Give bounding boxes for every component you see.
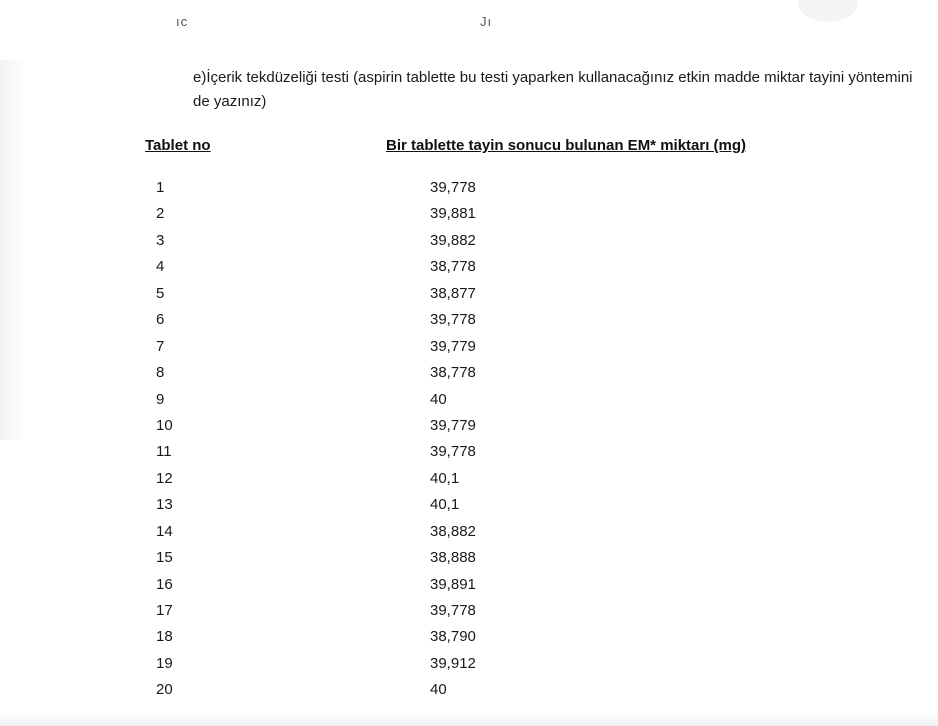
tablet-number: 17 [156,602,173,619]
table-row [0,493,938,519]
tablet-number: 9 [156,390,165,408]
table-row [0,255,938,281]
scan-bottom-edge [0,712,938,726]
data-table [0,176,938,705]
amount-value: 39,779 [430,337,476,355]
tablet-number: 11 [156,443,172,461]
table-row [0,308,938,334]
amount-value: 38,790 [430,628,476,646]
column-header-amount: Bir tablette tayin sonucu bulunan EM* miktarı (mg) [386,137,747,154]
tablet-number: 5 [156,284,165,302]
column-header-tablet-no: Tablet no [145,137,211,154]
amount-value: 38,888 [430,549,476,567]
amount-value: 39,891 [430,575,476,593]
amount-value: 38,778 [430,258,476,276]
tablet-number: 6 [156,311,165,329]
tablet-number: 4 [156,258,165,276]
tablet-number: 7 [156,337,165,355]
amount-value: 39,882 [430,231,476,249]
tablet-number: 1 [156,179,165,196]
amount-value: 39,778 [430,443,476,461]
table-row [0,520,938,546]
table-row [0,546,938,572]
amount-value: 38,877 [430,284,476,302]
tablet-number: 2 [156,205,165,223]
table-row [0,388,938,414]
amount-value: 40 [430,390,447,408]
table-row [0,440,938,466]
tablet-number: 12 [156,469,173,487]
question-text: e)İçerik tekdüzeliği testi (aspirin tablette bu testi yaparken kullanacağınız etkin madde miktar tayini yöntemini de yazınız) [193,69,913,110]
tablet-number: 14 [156,522,173,540]
cropped-text-right: Jı [480,14,493,29]
amount-value: 39,778 [430,311,476,329]
amount-value: 39,778 [430,179,476,196]
amount-value: 39,881 [430,205,476,223]
tablet-number: 16 [156,575,173,593]
table-row [0,414,938,440]
amount-value: 38,778 [430,364,476,382]
amount-value: 39,912 [430,654,476,672]
tablet-number: 13 [156,496,173,514]
tablet-number: 15 [156,549,173,567]
scan-artifact [798,0,858,22]
tablet-number: 8 [156,364,165,382]
amount-value: 40,1 [430,469,460,487]
cropped-text-left: ıc [176,14,189,29]
table-row [0,652,938,678]
table-row [0,573,938,599]
amount-value: 38,882 [430,522,476,540]
table-row [0,599,938,625]
amount-value: 40,1 [430,496,460,514]
table-row [0,229,938,255]
amount-value: 39,779 [430,416,476,434]
table-row [0,361,938,387]
table-row [0,678,938,704]
tablet-number: 20 [156,681,173,699]
amount-value: 40 [430,681,447,699]
table-row [0,625,938,651]
tablet-number: 10 [156,416,173,434]
table-row [0,176,938,202]
amount-value: 39,778 [430,602,476,619]
tablet-number: 3 [156,231,165,249]
table-row [0,467,938,493]
table-row [0,202,938,228]
table-row [0,335,938,361]
table-row [0,282,938,308]
tablet-number: 18 [156,628,173,646]
tablet-number: 19 [156,654,173,672]
